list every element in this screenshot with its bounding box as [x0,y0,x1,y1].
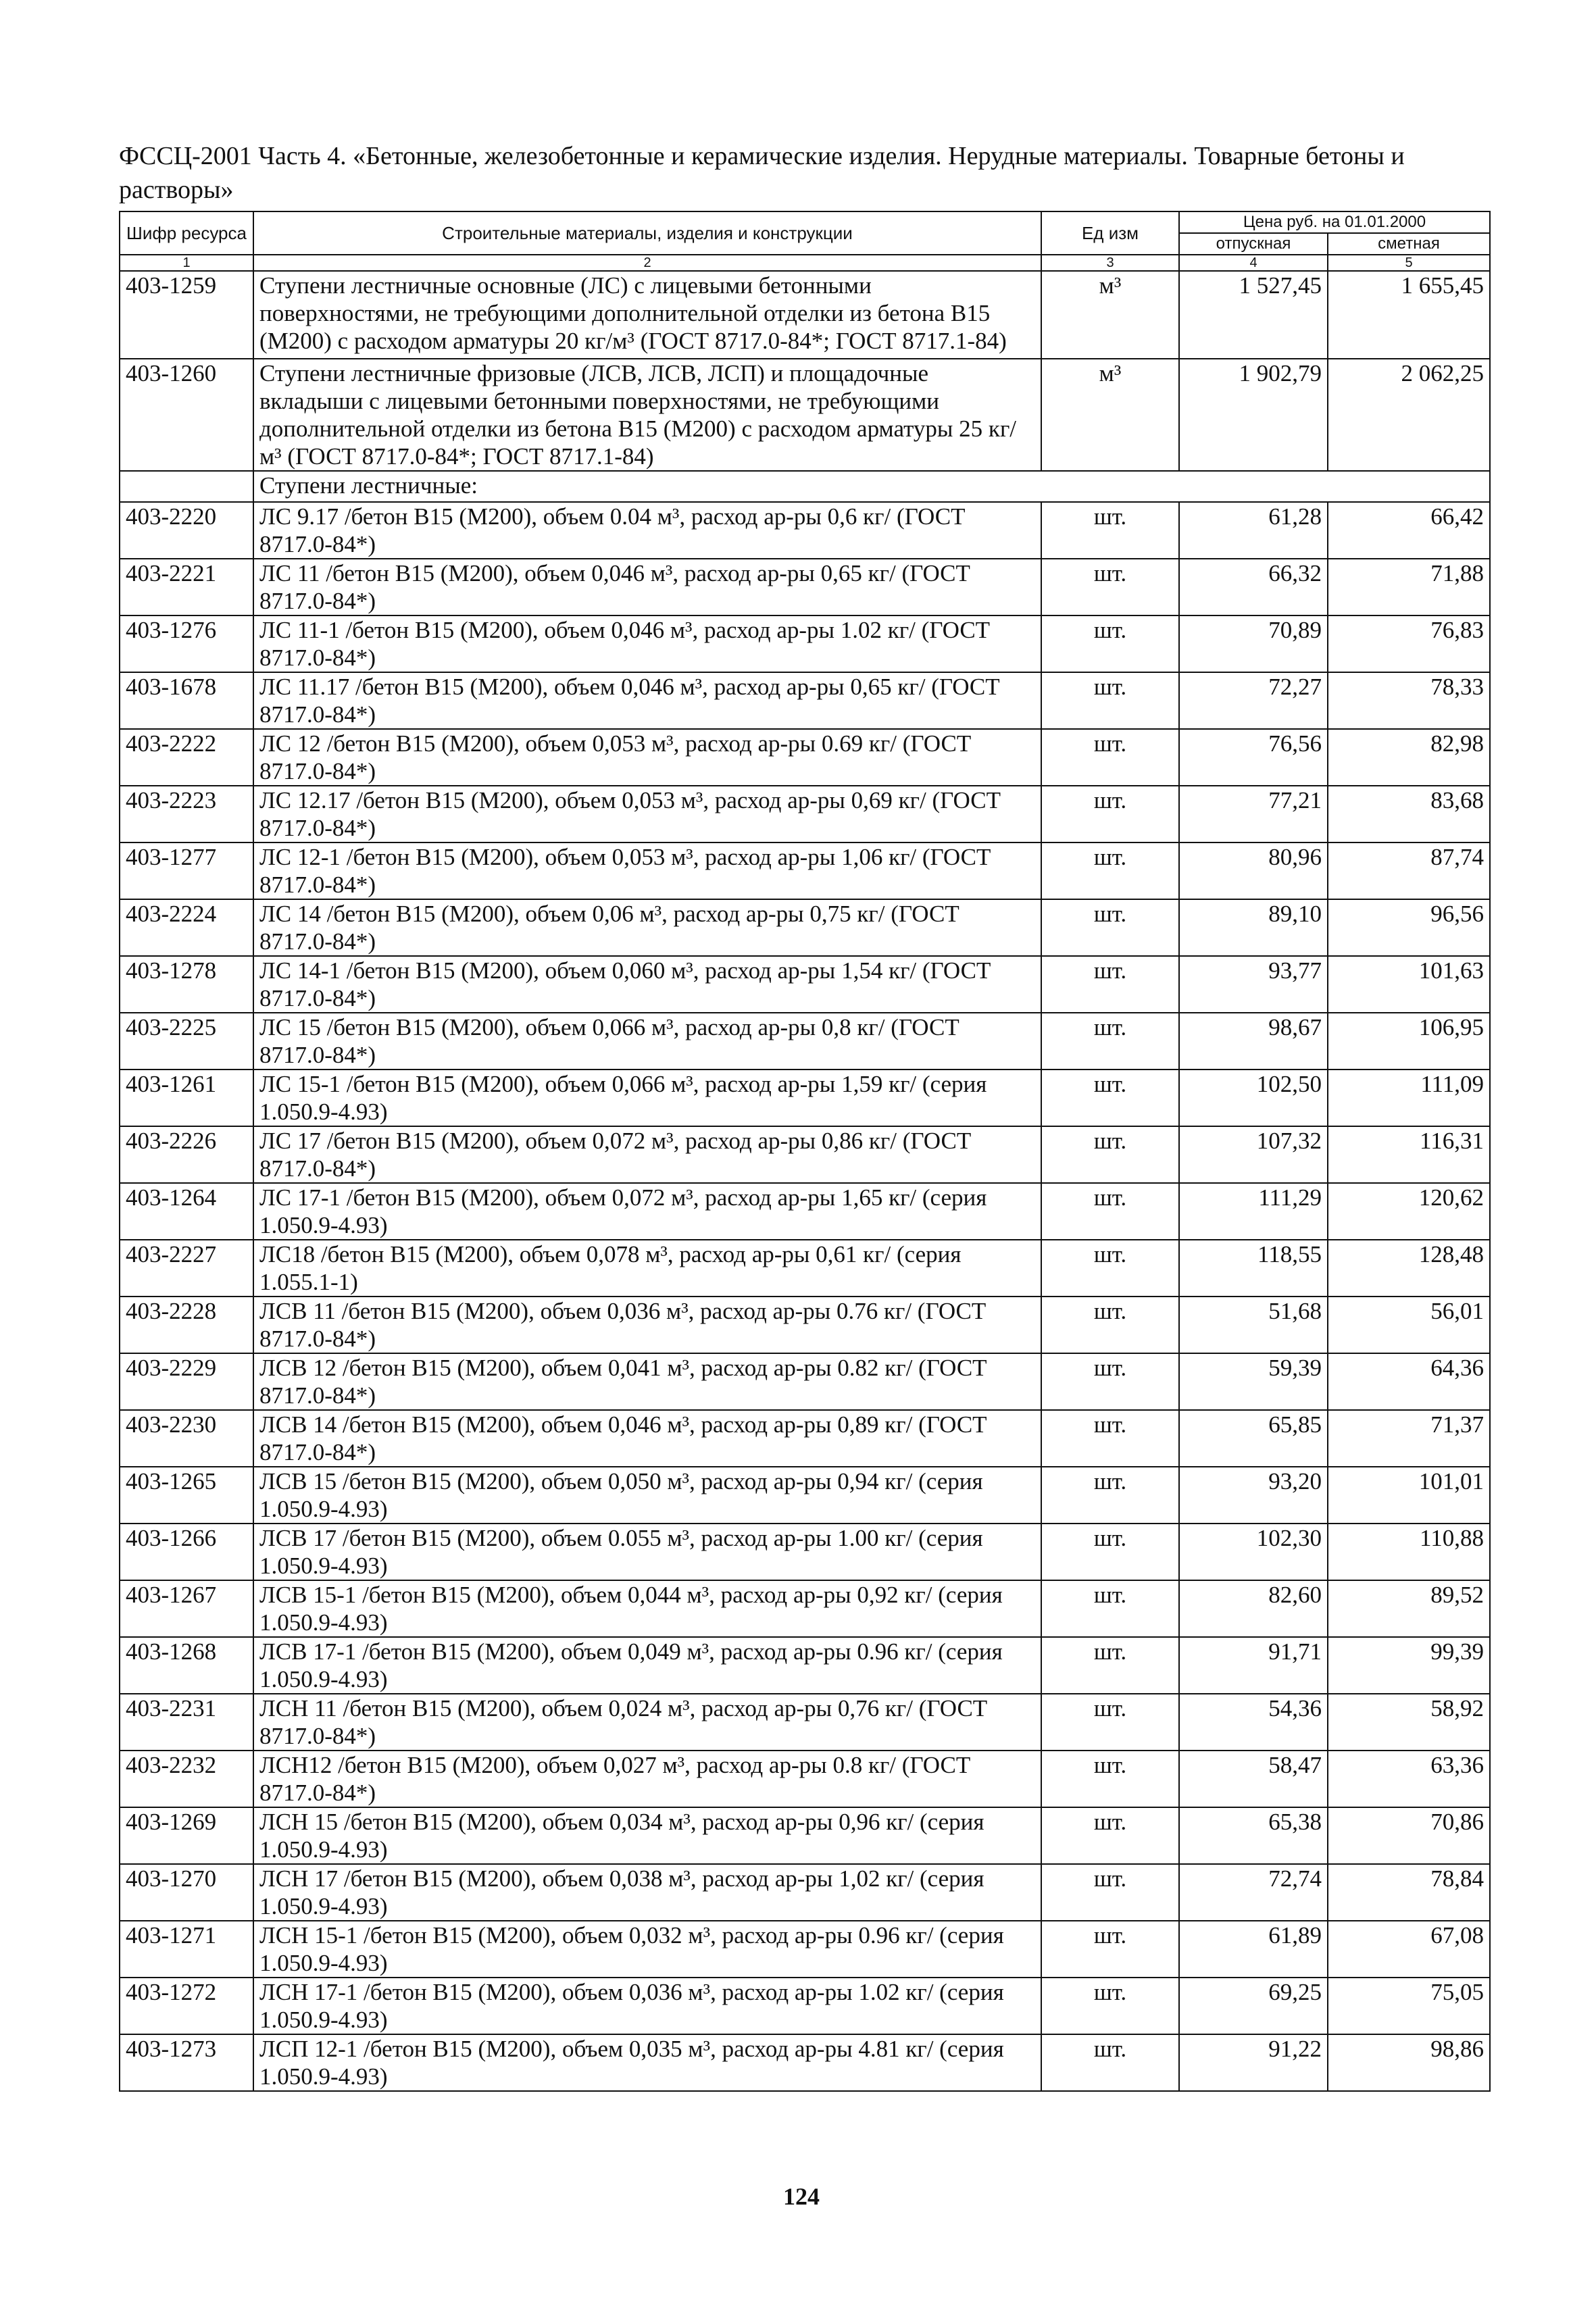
table-row [120,559,1490,615]
price-table [119,211,1491,2092]
material-name: ЛС 17 /бетон В15 (М200), объем 0,072 м³, расход ар-ры 0,86 кг/ (ГОСТ 8717.0-84*) [253,1126,1041,1183]
resource-code: 403-1268 [120,1637,253,1694]
table-row [120,1467,1490,1524]
estimate-price: 71,88 [1328,559,1490,615]
material-name: ЛСВ 11 /бетон В15 (М200), объем 0,036 м³, расход ар-ры 0.76 кг/ (ГОСТ 8717.0-84*) [253,1297,1041,1353]
release-price: 59,39 [1179,1353,1328,1410]
resource-code: 403-2225 [120,1013,253,1070]
table-row [120,1297,1490,1353]
resource-code: 403-2229 [120,1353,253,1410]
unit: шт. [1041,1070,1179,1126]
estimate-price: 82,98 [1328,729,1490,786]
unit: шт. [1041,1013,1179,1070]
release-price: 98,67 [1179,1013,1328,1070]
unit: шт. [1041,1921,1179,1978]
release-price: 93,20 [1179,1467,1328,1524]
release-price: 70,89 [1179,615,1328,672]
resource-code: 403-1264 [120,1183,253,1240]
header-unit: Ед изм [1041,211,1179,255]
resource-code: 403-1269 [120,1807,253,1864]
unit: шт. [1041,1410,1179,1467]
estimate-price: 120,62 [1328,1183,1490,1240]
unit: шт. [1041,1297,1179,1353]
material-name: ЛС 12 /бетон В15 (М200), объем 0,053 м³, расход ар-ры 0.69 кг/ (ГОСТ 8717.0-84*) [253,729,1041,786]
table-row [120,1580,1490,1637]
material-name: ЛСВ 17 /бетон В15 (М200), объем 0.055 м³, расход ар-ры 1.00 кг/ (серия 1.050.9-4.93) [253,1524,1041,1580]
release-price: 111,29 [1179,1183,1328,1240]
table-row [120,1864,1490,1921]
table-row [120,1240,1490,1297]
unit: шт. [1041,1240,1179,1297]
unit: шт. [1041,1637,1179,1694]
column-number: 2 [253,255,1041,271]
resource-code: 403-1266 [120,1524,253,1580]
unit: шт. [1041,729,1179,786]
resource-code: 403-1267 [120,1580,253,1637]
unit: шт. [1041,842,1179,899]
table-row [120,1807,1490,1864]
estimate-price: 70,86 [1328,1807,1490,1864]
table-row [120,1524,1490,1580]
unit: шт. [1041,2034,1179,2091]
resource-code: 403-2223 [120,786,253,842]
estimate-price: 71,37 [1328,1410,1490,1467]
release-price: 54,36 [1179,1694,1328,1751]
unit: м³ [1041,271,1179,359]
material-name: ЛСН 15 /бетон В15 (М200), объем 0,034 м³, расход ар-ры 0,96 кг/ (серия 1.050.9-4.93) [253,1807,1041,1864]
column-number: 5 [1328,255,1490,271]
unit: шт. [1041,956,1179,1013]
column-number: 1 [120,255,253,271]
unit: шт. [1041,1864,1179,1921]
estimate-price: 56,01 [1328,1297,1490,1353]
unit: шт. [1041,559,1179,615]
column-number: 4 [1179,255,1328,271]
estimate-price: 58,92 [1328,1694,1490,1751]
estimate-price: 1 655,45 [1328,271,1490,359]
release-price: 80,96 [1179,842,1328,899]
release-price: 61,28 [1179,502,1328,559]
resource-code: 403-2221 [120,559,253,615]
table-row [120,271,1490,359]
release-price: 1 527,45 [1179,271,1328,359]
release-price: 69,25 [1179,1978,1328,2034]
table-row [120,359,1490,471]
unit: шт. [1041,1524,1179,1580]
release-price: 91,71 [1179,1637,1328,1694]
material-name: ЛС 17-1 /бетон В15 (М200), объем 0,072 м³, расход ар-ры 1,65 кг/ (серия 1.050.9-4.93) [253,1183,1041,1240]
unit: шт. [1041,502,1179,559]
resource-code: 403-2220 [120,502,253,559]
table-row [120,1978,1490,2034]
resource-code: 403-1271 [120,1921,253,1978]
resource-code: 403-1273 [120,2034,253,2091]
estimate-price: 2 062,25 [1328,359,1490,471]
release-price: 58,47 [1179,1751,1328,1807]
estimate-price: 99,39 [1328,1637,1490,1694]
release-price: 89,10 [1179,899,1328,956]
resource-code: 403-1678 [120,672,253,729]
header-price-release: отпускная [1179,233,1328,255]
table-row [120,899,1490,956]
resource-code: 403-1259 [120,271,253,359]
table-row [120,1410,1490,1467]
table-row [120,729,1490,786]
material-name: ЛСН 17 /бетон В15 (М200), объем 0,038 м³, расход ар-ры 1,02 кг/ (серия 1.050.9-4.93) [253,1864,1041,1921]
release-price: 118,55 [1179,1240,1328,1297]
material-name: ЛС 11.17 /бетон В15 (М200), объем 0,046 м³, расход ар-ры 0,65 кг/ (ГОСТ 8717.0-84*) [253,672,1041,729]
resource-code: 403-1276 [120,615,253,672]
resource-code: 403-1278 [120,956,253,1013]
unit: шт. [1041,1694,1179,1751]
estimate-price: 116,31 [1328,1126,1490,1183]
material-name: ЛСВ 15-1 /бетон В15 (М200), объем 0,044 м³, расход ар-ры 0,92 кг/ (серия 1.050.9-4.93) [253,1580,1041,1637]
table-row [120,2034,1490,2091]
release-price: 66,32 [1179,559,1328,615]
estimate-price: 101,63 [1328,956,1490,1013]
release-price: 65,85 [1179,1410,1328,1467]
table-row [120,1126,1490,1183]
resource-code: 403-2227 [120,1240,253,1297]
estimate-price: 78,33 [1328,672,1490,729]
table-row [120,615,1490,672]
release-price: 91,22 [1179,2034,1328,2091]
estimate-price: 87,74 [1328,842,1490,899]
estimate-price: 89,52 [1328,1580,1490,1637]
table-row [120,502,1490,559]
resource-code: 403-2232 [120,1751,253,1807]
table-row [120,1637,1490,1694]
column-number: 3 [1041,255,1179,271]
unit: шт. [1041,1978,1179,2034]
material-name: ЛС 12.17 /бетон В15 (М200), объем 0,053 м³, расход ар-ры 0,69 кг/ (ГОСТ 8717.0-84*) [253,786,1041,842]
table-row [120,1070,1490,1126]
estimate-price: 98,86 [1328,2034,1490,2091]
material-name: ЛСВ 12 /бетон В15 (М200), объем 0,041 м³, расход ар-ры 0.82 кг/ (ГОСТ 8717.0-84*) [253,1353,1041,1410]
header-price-estimate: сметная [1328,233,1490,255]
unit: шт. [1041,615,1179,672]
table-row [120,1694,1490,1751]
section-spacer [120,471,253,502]
table-row [120,1013,1490,1070]
release-price: 102,30 [1179,1524,1328,1580]
estimate-price: 75,05 [1328,1978,1490,2034]
table-row [120,786,1490,842]
resource-code: 403-1261 [120,1070,253,1126]
estimate-price: 96,56 [1328,899,1490,956]
material-name: ЛС 15 /бетон В15 (М200), объем 0,066 м³, расход ар-ры 0,8 кг/ (ГОСТ 8717.0-84*) [253,1013,1041,1070]
estimate-price: 128,48 [1328,1240,1490,1297]
resource-code: 403-2226 [120,1126,253,1183]
unit: шт. [1041,1580,1179,1637]
resource-code: 403-2222 [120,729,253,786]
material-name: ЛСВ 14 /бетон В15 (М200), объем 0,046 м³, расход ар-ры 0,89 кг/ (ГОСТ 8717.0-84*) [253,1410,1041,1467]
material-name: ЛС 11-1 /бетон В15 (М200), объем 0,046 м³, расход ар-ры 1.02 кг/ (ГОСТ 8717.0-84*) [253,615,1041,672]
estimate-price: 76,83 [1328,615,1490,672]
material-name: Ступени лестничные фризовые (ЛСВ, ЛСВ, ЛСП) и площадочные вкладыши с лицевыми бетонными поверхностями, не требующими дополнительной отделки из бетона В15 (М200) с расходом арматуры 25 кг/м³ (ГОСТ 8717.0-84*; ГОСТ 8717.1-84) [253,359,1041,471]
estimate-price: 101,01 [1328,1467,1490,1524]
unit: шт. [1041,1807,1179,1864]
resource-code: 403-1270 [120,1864,253,1921]
release-price: 72,27 [1179,672,1328,729]
table-row [120,956,1490,1013]
release-price: 77,21 [1179,786,1328,842]
unit: м³ [1041,359,1179,471]
resource-code: 403-1277 [120,842,253,899]
estimate-price: 66,42 [1328,502,1490,559]
material-name: ЛС 14 /бетон В15 (М200), объем 0,06 м³, расход ар-ры 0,75 кг/ (ГОСТ 8717.0-84*) [253,899,1041,956]
release-price: 76,56 [1179,729,1328,786]
section-label: Ступени лестничные: [253,471,1490,502]
page-title: ФССЦ-2001 Часть 4. «Бетонные, железобетонные и керамические изделия. Нерудные материалы. Товарные бетоны и растворы» [119,142,1405,204]
unit: шт. [1041,1751,1179,1807]
release-price: 61,89 [1179,1921,1328,1978]
release-price: 107,32 [1179,1126,1328,1183]
material-name: ЛСН 15-1 /бетон В15 (М200), объем 0,032 м³, расход ар-ры 0.96 кг/ (серия 1.050.9-4.93) [253,1921,1041,1978]
estimate-price: 106,95 [1328,1013,1490,1070]
release-price: 72,74 [1179,1864,1328,1921]
release-price: 1 902,79 [1179,359,1328,471]
material-name: ЛС 11 /бетон В15 (М200), объем 0,046 м³, расход ар-ры 0,65 кг/ (ГОСТ 8717.0-84*) [253,559,1041,615]
table-row [120,1921,1490,1978]
release-price: 93,77 [1179,956,1328,1013]
material-name: ЛСП 12-1 /бетон В15 (М200), объем 0,035 м³, расход ар-ры 4.81 кг/ (серия 1.050.9-4.93) [253,2034,1041,2091]
release-price: 65,38 [1179,1807,1328,1864]
resource-code: 403-2230 [120,1410,253,1467]
unit: шт. [1041,1353,1179,1410]
release-price: 82,60 [1179,1580,1328,1637]
table-row [120,842,1490,899]
resource-code: 403-2224 [120,899,253,956]
unit: шт. [1041,1467,1179,1524]
material-name: ЛСВ 15 /бетон В15 (М200), объем 0,050 м³, расход ар-ры 0,94 кг/ (серия 1.050.9-4.93) [253,1467,1041,1524]
material-name: ЛС18 /бетон В15 (М200), объем 0,078 м³, расход ар-ры 0,61 кг/ (серия 1.055.1-1) [253,1240,1041,1297]
resource-code: 403-2228 [120,1297,253,1353]
section-row [120,471,1490,502]
unit: шт. [1041,899,1179,956]
unit: шт. [1041,1126,1179,1183]
table-row [120,1183,1490,1240]
estimate-price: 78,84 [1328,1864,1490,1921]
estimate-price: 111,09 [1328,1070,1490,1126]
estimate-price: 67,08 [1328,1921,1490,1978]
unit: шт. [1041,1183,1179,1240]
header-code: Шифр ресурса [120,211,253,255]
resource-code: 403-1272 [120,1978,253,2034]
header-name: Строительные материалы, изделия и конструкции [253,211,1041,255]
table-row [120,1751,1490,1807]
material-name: ЛС 12-1 /бетон В15 (М200), объем 0,053 м³, расход ар-ры 1,06 кг/ (ГОСТ 8717.0-84*) [253,842,1041,899]
estimate-price: 110,88 [1328,1524,1490,1580]
material-name: ЛС 14-1 /бетон В15 (М200), объем 0,060 м³, расход ар-ры 1,54 кг/ (ГОСТ 8717.0-84*) [253,956,1041,1013]
material-name: ЛСН12 /бетон В15 (М200), объем 0,027 м³, расход ар-ры 0.8 кг/ (ГОСТ 8717.0-84*) [253,1751,1041,1807]
material-name: Ступени лестничные основные (ЛС) с лицевыми бетонными поверхностями, не требующими дополнительной отделки из бетона В15 (М200) с расходом арматуры 20 кг/м³ (ГОСТ 8717.0-84*; ГОСТ 8717.1-84) [253,271,1041,359]
resource-code: 403-1265 [120,1467,253,1524]
estimate-price: 64,36 [1328,1353,1490,1410]
table-row [120,1353,1490,1410]
header-price-group: Цена руб. на 01.01.2000 [1179,211,1490,233]
release-price: 102,50 [1179,1070,1328,1126]
material-name: ЛС 9.17 /бетон В15 (М200), объем 0.04 м³, расход ар-ры 0,6 кг/ (ГОСТ 8717.0-84*) [253,502,1041,559]
material-name: ЛСВ 17-1 /бетон В15 (М200), объем 0,049 м³, расход ар-ры 0.96 кг/ (серия 1.050.9-4.93) [253,1637,1041,1694]
material-name: ЛС 15-1 /бетон В15 (М200), объем 0,066 м³, расход ар-ры 1,59 кг/ (серия 1.050.9-4.93) [253,1070,1041,1126]
table-row [120,672,1490,729]
unit: шт. [1041,786,1179,842]
unit: шт. [1041,672,1179,729]
estimate-price: 83,68 [1328,786,1490,842]
estimate-price: 63,36 [1328,1751,1490,1807]
release-price: 51,68 [1179,1297,1328,1353]
material-name: ЛСН 17-1 /бетон В15 (М200), объем 0,036 м³, расход ар-ры 1.02 кг/ (серия 1.050.9-4.93) [253,1978,1041,2034]
page-number: 124 [783,2183,820,2210]
material-name: ЛСН 11 /бетон В15 (М200), объем 0,024 м³, расход ар-ры 0,76 кг/ (ГОСТ 8717.0-84*) [253,1694,1041,1751]
resource-code: 403-2231 [120,1694,253,1751]
resource-code: 403-1260 [120,359,253,471]
